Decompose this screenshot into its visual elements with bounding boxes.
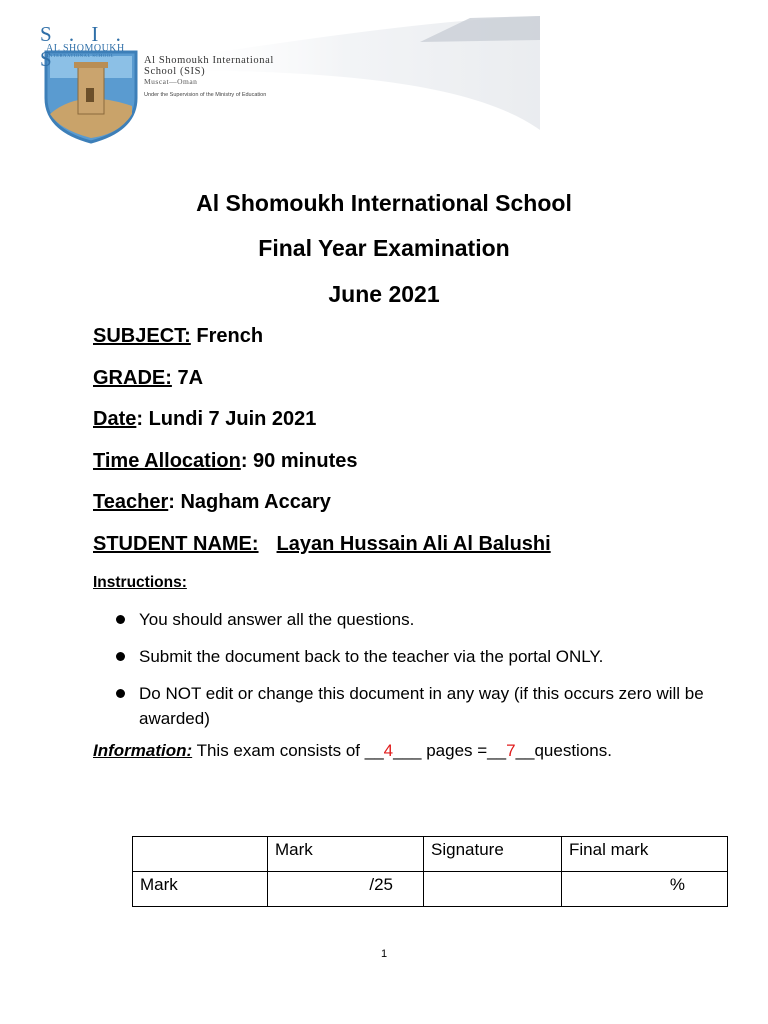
table-cell-mark[interactable]: /25 [268,872,424,907]
list-item [115,644,715,669]
instructions-heading: Instructions: [93,574,187,591]
information-text-2: ___ pages =__ [393,741,507,760]
instructions-list [115,607,715,743]
logo-name: AL SHOMOUKH [46,43,125,54]
time-label: Time Allocation [93,450,241,472]
instruction-text: Do NOT edit or change this document in any way (if this occurs zero will be awarded) [139,684,704,728]
page-count: 4 [383,741,394,760]
supervision-note: Under the Supervision of the Ministry of Education [144,92,267,98]
school-name-line1: Al Shomoukh International [144,55,274,66]
information-text-3: __questions. [515,741,612,760]
grade-value: 7A [171,367,204,389]
question-count: 7 [506,741,516,760]
exam-title: Final Year Examination [258,235,510,261]
grade-label: GRADE: [93,367,172,389]
date-field [93,408,316,431]
instruction-text: You should answer all the questions. [139,610,415,629]
student-name-value[interactable]: Layan Hussain Ali Al Balushi [276,533,551,555]
date-value: : Lundi 7 Juin 2021 [136,408,317,430]
table-header-cell: Mark [268,837,424,872]
subject-label: SUBJECT: [93,325,191,347]
subject-field [93,325,263,348]
table-cell-signature[interactable] [424,872,562,907]
teacher-value: : Nagham Accary [168,491,331,513]
list-item [115,607,715,632]
teacher-label: Teacher [93,491,169,513]
list-item [115,681,715,731]
date-label: Date [93,408,137,430]
school-title: Al Shomoukh International School [196,190,572,216]
school-city: Muscat—Oman [144,77,198,86]
information-text-1: This exam consists of __ [192,741,384,760]
table-cell-final-mark[interactable]: % [562,872,728,907]
exam-session: June 2021 [328,281,440,307]
logo-letters: S . I . S [40,22,127,71]
bullet-icon [116,615,125,624]
table-header-row [133,837,728,872]
table-cell-label: Mark [133,872,268,907]
subject-value: French [190,325,264,347]
bullet-icon [116,689,125,698]
grade-field [93,367,203,390]
page-number: 1 [380,948,388,960]
information-label: Information: [93,741,193,760]
table-header-cell [133,837,268,872]
logo-subtitle: INTERNATIONAL SCHOOL [47,53,114,58]
time-value: : 90 minutes [240,450,358,472]
instruction-text: Submit the document back to the teacher via the portal ONLY. [139,647,604,666]
table-header-cell: Final mark [562,837,728,872]
school-info [144,55,274,98]
exam-information [93,741,612,761]
letterhead [0,0,768,150]
time-field [93,450,358,473]
table-header-cell: Signature [424,837,562,872]
bullet-icon [116,652,125,661]
teacher-field [93,491,331,514]
marks-table [132,836,728,907]
student-field [93,533,551,556]
table-row [133,872,728,907]
school-name-line2: School (SIS) [144,66,206,77]
student-label: STUDENT NAME: [93,533,259,555]
